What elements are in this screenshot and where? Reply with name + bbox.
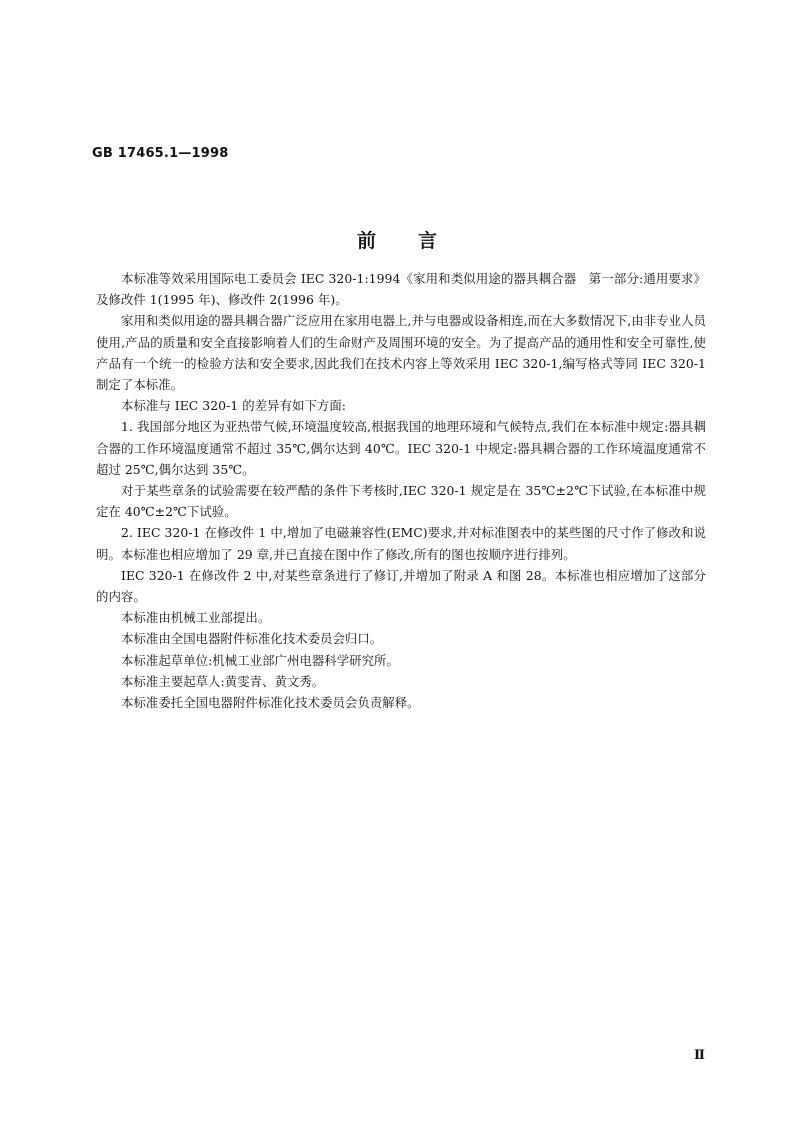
page-number: Ⅱ [694,1048,705,1063]
paragraph-drafting-unit: 本标准起草单位:机械工业部广州电器科学研究所。 [121,652,399,668]
paragraph-amendment-2: IEC 320-1 在修改件 2 中,对某些章条进行了修订,并增加了附录 A 和图 28。本标准也相应增加了这部分的内容。 [96,567,706,605]
paragraph-adoption: 本标准等效采用国际电工委员会 IEC 320-1:1994《家用和类似用途的器具耦合器 第一部分:通用要求》及修改件 1(1995 年)、修改件 2(1996 年)。 [96,271,706,308]
paragraph-differences-intro: 本标准与 IEC 320-1 的差异有如下方面: [121,398,347,414]
paragraph-difference-2: 2. IEC 320-1 在修改件 1 中,增加了电磁兼容性(EMC)要求,并对标准图表中的某些图的尺寸作了修改和说明。本标准也相应增加了 29 章,并已直接在图中作了修改,所有的图也按顺序进行排列。 [96,525,706,562]
paragraph-background: 家用和类似用途的器具耦合器广泛应用在家用电器上,并与电器或设备相连,而在大多数情况下,由非专业人员使用,产品的质量和安全直接影响着人们的生命财产及周围环境的安全。为了提高产品的通用性和安全可靠性,使产品有一个统一的检验方法和安全要求,因此我们在技术内容上等效采用 IEC 320-1,编写格式等同 IEC 320-1 制定了本标准。 [96,313,706,393]
foreword-body [96,268,706,713]
page-title: 前言 [356,230,479,252]
document-code: GB 17465.1—1998 [92,146,229,161]
paragraph-proposer: 本标准由机械工业部提出。 [121,610,271,626]
paragraph-difference-1: 1. 我国部分地区为亚热带气候,环境温度较高,根据我国的地理环境和气候特点,我们在本标准中规定:器具耦合器的工作环境温度通常不超过 35℃,偶尔达到 40℃。IEC 320-1 中规定:器具耦合器的工作环境温度通常不超过 25℃,偶尔达到 35℃。 [96,419,706,477]
paragraph-interpretation: 本标准委托全国电器附件标准化技术委员会负责解释。 [121,695,420,711]
paragraph-test-conditions: 对于某些章条的试验需要在较严酷的条件下考核时,IEC 320-1 规定是在 35℃±2℃下试验,在本标准中规定在 40℃±2℃下试验。 [96,483,706,520]
paragraph-centralized: 本标准由全国电器附件标准化技术委员会归口。 [121,631,383,647]
paragraph-drafters: 本标准主要起草人:黄雯青、黄文秀。 [121,673,325,689]
